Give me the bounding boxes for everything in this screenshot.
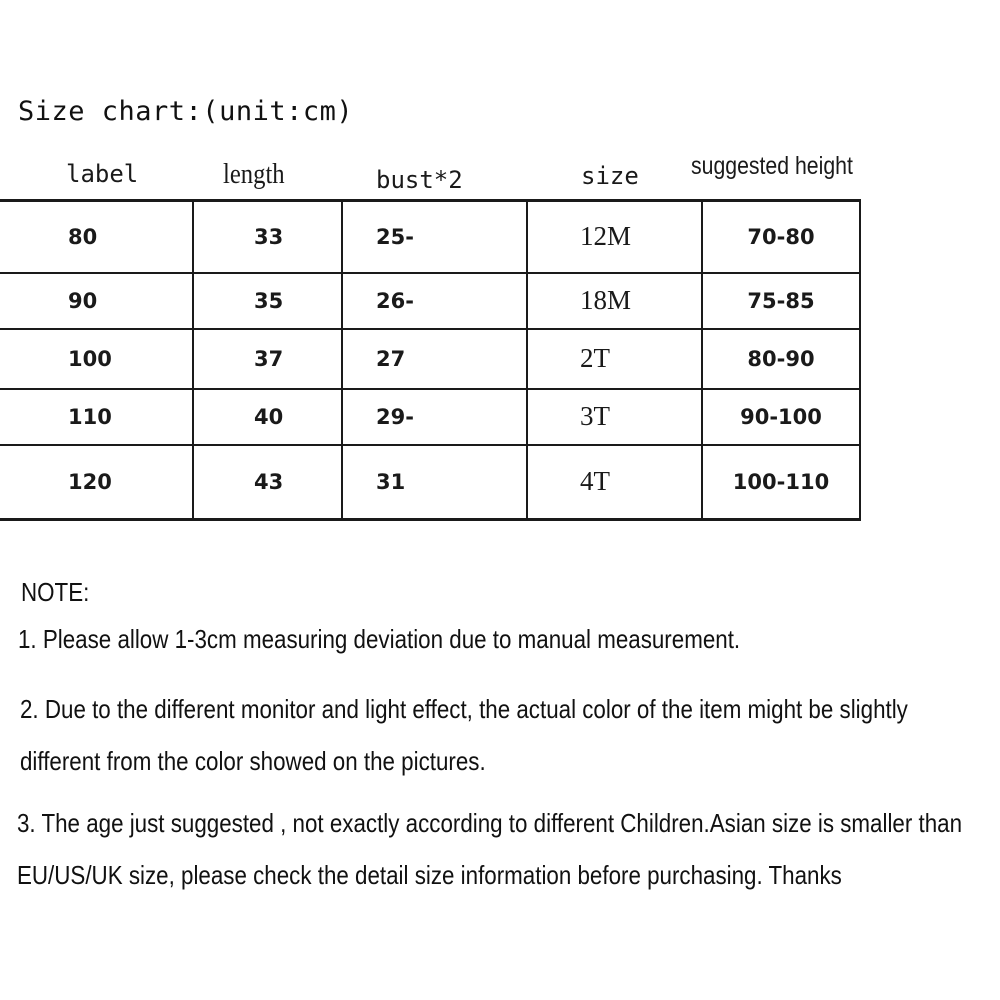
- cell-bust: 25-: [342, 201, 527, 273]
- cell-bust: 27: [342, 329, 527, 389]
- cell-bust: 31: [342, 445, 527, 520]
- column-header-bust: bust*2: [376, 166, 463, 194]
- cell-suggested-height: 100-110: [702, 445, 860, 520]
- table-row: [0, 329, 860, 389]
- cell-length: 35: [193, 273, 342, 329]
- cell-suggested-height: 75-85: [702, 273, 860, 329]
- size-table: [0, 199, 861, 521]
- note-heading: NOTE:: [21, 577, 90, 607]
- cell-length: 33: [193, 201, 342, 273]
- note-2-line-1: 2. Due to the different monitor and light effect, the actual color of the item might be slightly: [20, 694, 908, 724]
- column-header-length: length: [223, 158, 285, 190]
- cell-size: 4T: [527, 445, 702, 520]
- note-1: 1. Please allow 1-3cm measuring deviation due to manual measurement.: [18, 624, 741, 654]
- note-2-line-2: different from the color showed on the pictures.: [20, 746, 486, 776]
- note-3-line-1: 3. The age just suggested , not exactly according to different Children.Asian size is smaller than: [17, 808, 963, 838]
- cell-length: 37: [193, 329, 342, 389]
- table-row: [0, 273, 860, 329]
- note-3-line-2: EU/US/UK size, please check the detail size information before purchasing. Thanks: [17, 860, 842, 890]
- cell-suggested-height: 90-100: [702, 389, 860, 445]
- cell-size: 3T: [527, 389, 702, 445]
- table-row: [0, 445, 860, 520]
- column-header-suggested-height: suggested height: [691, 152, 853, 180]
- cell-label: 120: [0, 445, 193, 520]
- cell-length: 40: [193, 389, 342, 445]
- cell-bust: 29-: [342, 389, 527, 445]
- chart-title: Size chart:(unit:cm): [18, 96, 354, 127]
- column-header-label: label: [66, 160, 139, 188]
- column-header-size: size: [581, 162, 639, 190]
- cell-label: 80: [0, 201, 193, 273]
- cell-label: 90: [0, 273, 193, 329]
- table-row: [0, 201, 860, 273]
- cell-label: 100: [0, 329, 193, 389]
- cell-size: 2T: [527, 329, 702, 389]
- cell-size: 18M: [527, 273, 702, 329]
- cell-suggested-height: 70-80: [702, 201, 860, 273]
- cell-size: 12M: [527, 201, 702, 273]
- cell-suggested-height: 80-90: [702, 329, 860, 389]
- table-row: [0, 389, 860, 445]
- cell-label: 110: [0, 389, 193, 445]
- cell-bust: 26-: [342, 273, 527, 329]
- cell-length: 43: [193, 445, 342, 520]
